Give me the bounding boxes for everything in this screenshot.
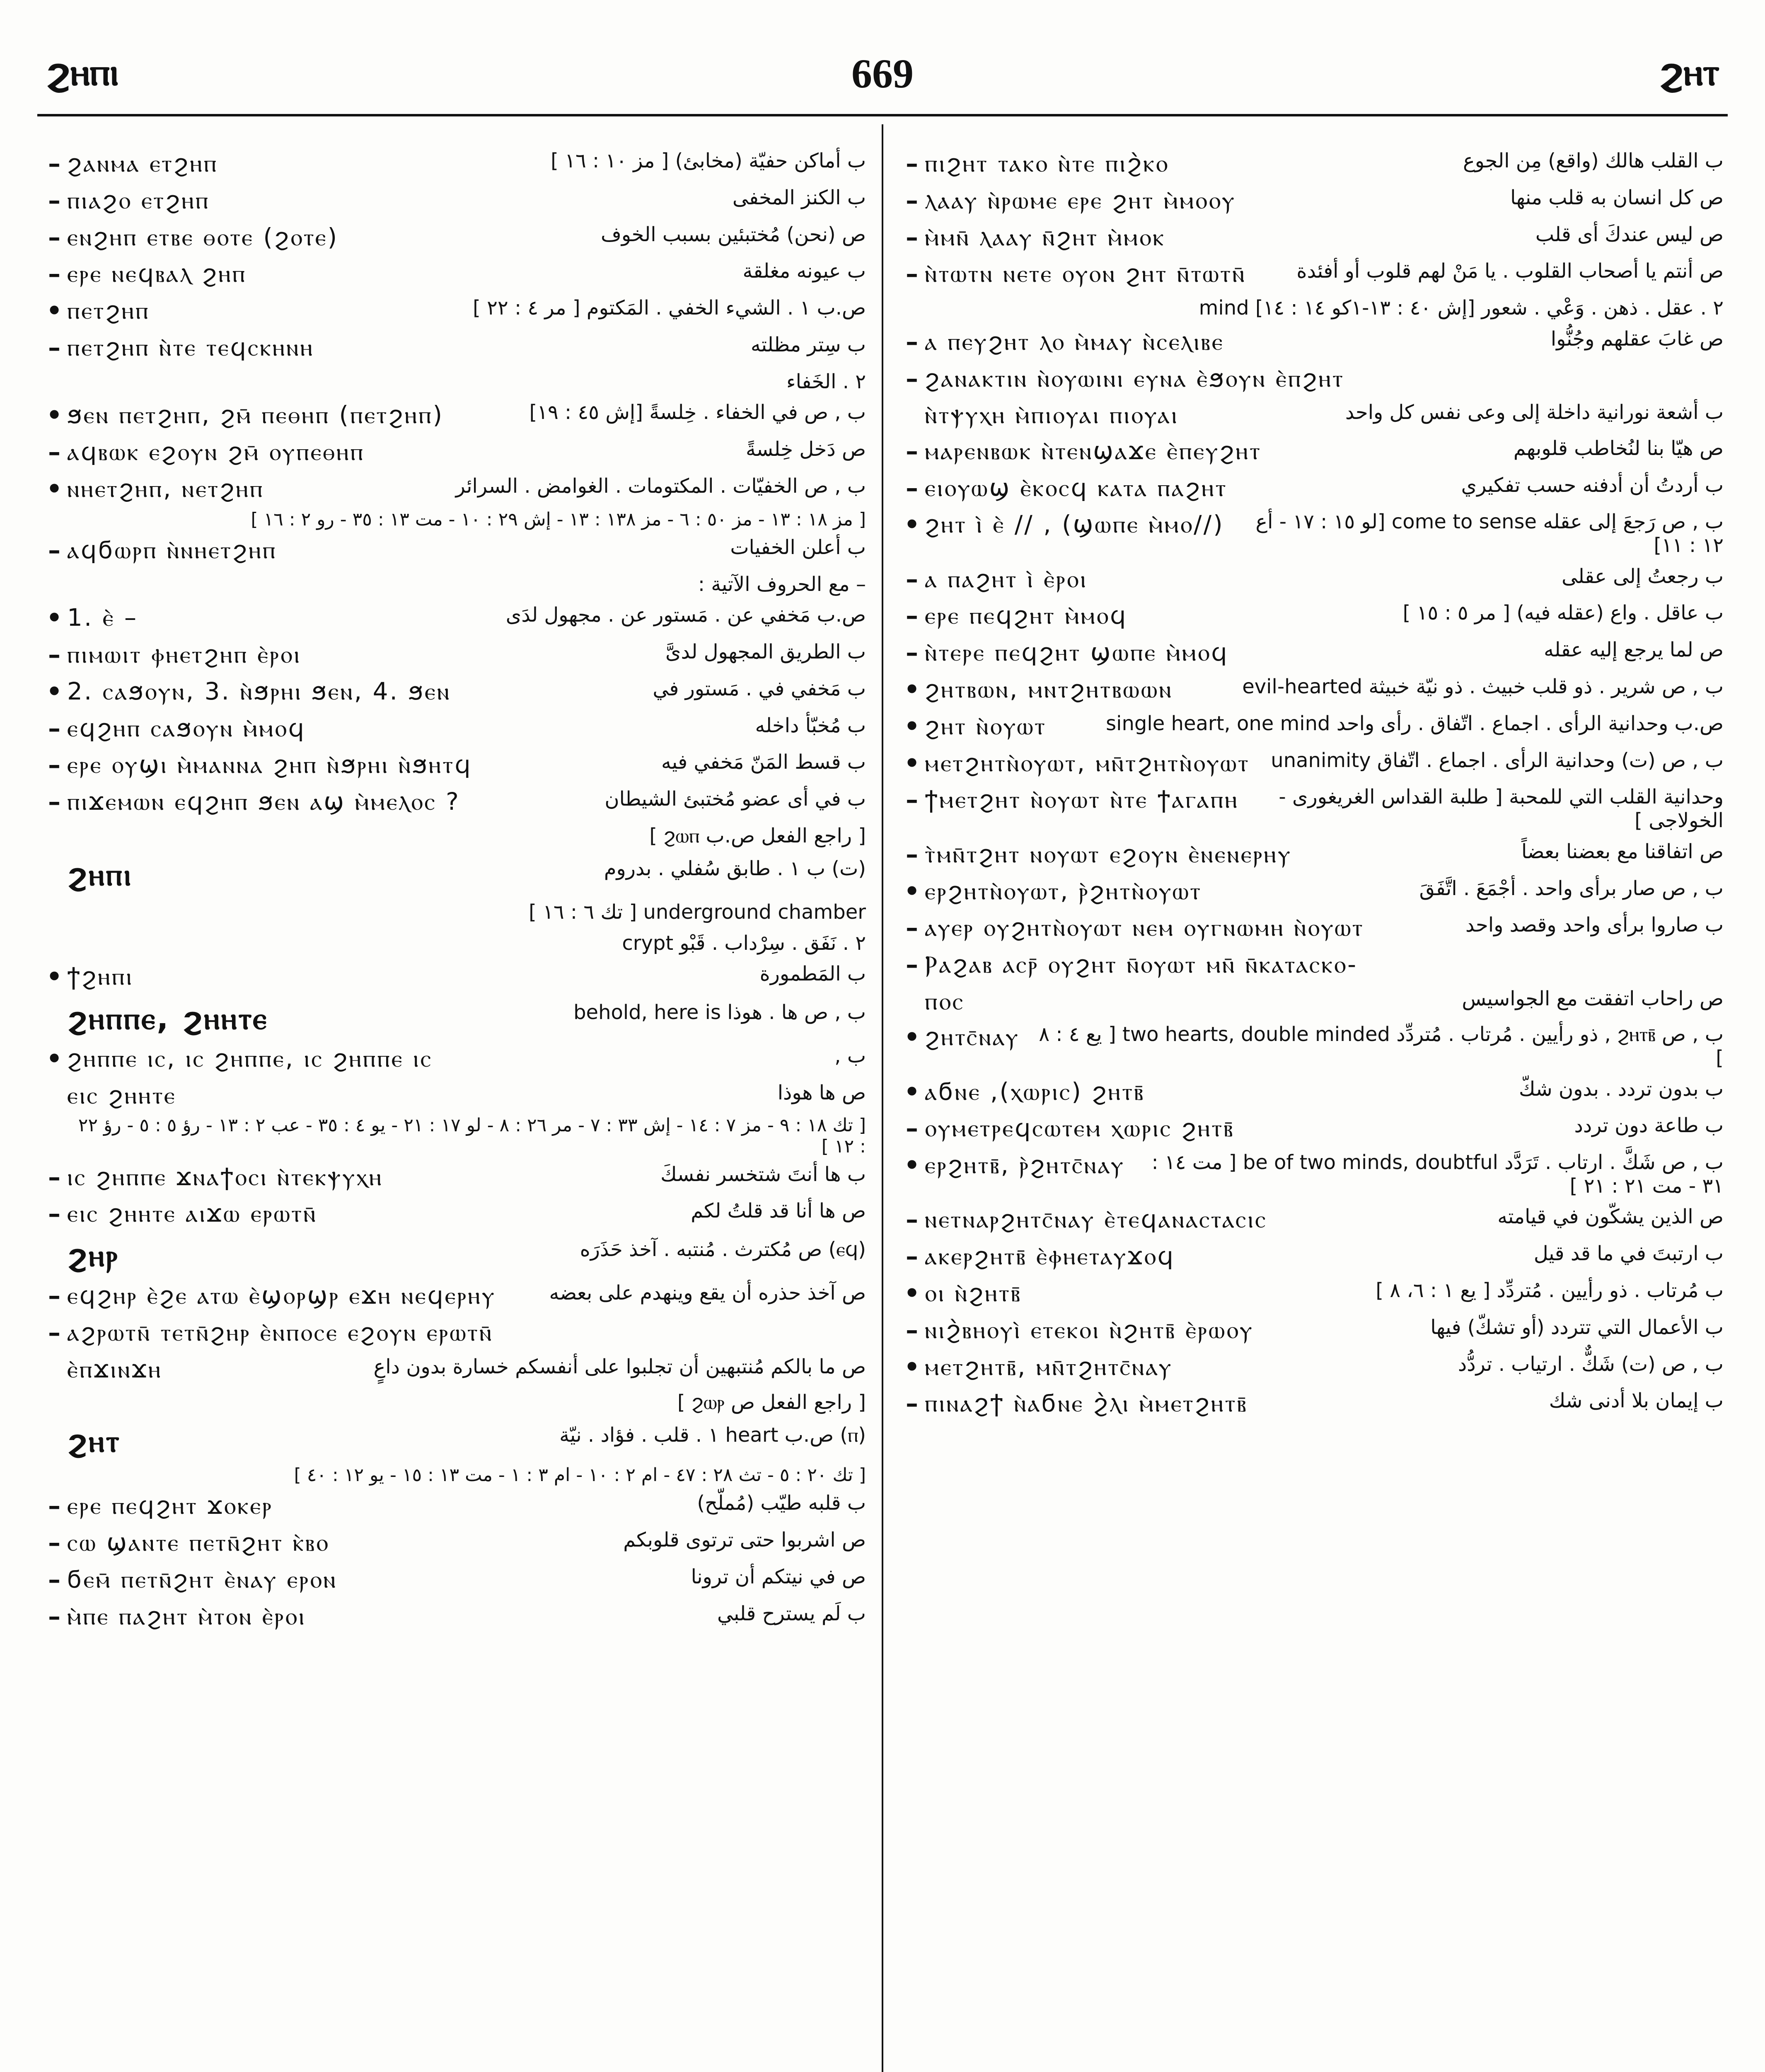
right-column <box>899 149 1724 1426</box>
dictionary-entry <box>899 785 1724 832</box>
arabic-gloss: [ راجع الفعل ص.ب ϩⲱⲡ ] <box>649 824 866 847</box>
arabic-gloss: ص آخذ حذره أن يقع وينهدم على بعضه <box>549 1281 866 1305</box>
entry-marker: – <box>48 787 60 817</box>
dictionary-entry <box>41 1318 866 1348</box>
dictionary-entry <box>41 1355 866 1383</box>
dictionary-entry <box>899 510 1724 557</box>
entry-marker: – <box>48 438 60 467</box>
arabic-gloss: ب الأعمال التي تتردد (أو تشكّ) فيها <box>1430 1315 1724 1339</box>
entry-marker: – <box>48 1162 60 1192</box>
dictionary-entry <box>899 840 1724 869</box>
arabic-gloss: ب ارتبتَ في ما قد قيل <box>1533 1242 1724 1266</box>
coptic-phrase: ϩⲏⲧ ⲛ̀ⲟⲩⲱⲧ <box>925 712 1047 740</box>
entry-marker: – <box>906 1242 918 1271</box>
arabic-gloss: ب , <box>834 1044 866 1068</box>
headword-coptic: ϩⲏⲡⲓ <box>67 857 133 893</box>
coptic-phrase: ⲙⲁⲣⲉⲛⲃⲱⲕ ⲛ̀ⲧⲉⲛϣⲁϫⲉ ⲉ̀ⲡⲉⲩϩⲏⲧ <box>925 436 1262 465</box>
coptic-phrase: ⲁϩⲣⲱⲧⲛ̄ ⲧⲉⲧⲛ̄ϩⲏⲣ ⲉ̀ⲛⲡⲟⲥⲉ ⲉϩⲟⲩⲛ ⲉⲣⲱⲧⲛ̄ <box>67 1318 493 1347</box>
dictionary-entry <box>899 474 1724 503</box>
arabic-gloss: ٢ . نَفَق . سِرْداب . قَبْو crypt <box>622 931 866 955</box>
coptic-phrase: ⲛⲉⲧⲛⲁⲣϩⲏⲧⲥ̄ⲛⲁⲩ ⲉ̀ⲧⲉϥⲁⲛⲁⲥⲧⲁⲥⲓⲥ <box>925 1205 1267 1234</box>
coptic-phrase: ⲟⲓ ⲛ̀ϩⲏⲧⲃ̄ <box>925 1279 1022 1307</box>
dictionary-entry <box>899 1242 1724 1271</box>
entry-marker: – <box>906 327 918 356</box>
arabic-gloss: ب أعلن الخفيات <box>730 535 866 559</box>
coptic-phrase: ϯⲙⲉⲧϩⲏⲧ ⲛ̀ⲟⲩⲱⲧ ⲛ̀ⲧⲉ ϯⲁⲅⲁⲡⲏ <box>925 785 1239 814</box>
entry-marker: – <box>48 186 60 215</box>
entry-marker: • <box>904 1352 920 1382</box>
arabic-gloss: ب , ص (ت) شَكٌّ . ارتياب . تردُّد <box>1458 1352 1724 1376</box>
coptic-phrase: ⲡⲉⲧϩⲏⲡ ⲛ̀ⲧⲉ ⲧⲉϥⲥⲕⲏⲛⲏ <box>67 333 314 361</box>
coptic-phrase: ⲁⲩⲉⲣ ⲟⲩϩⲏⲧⲛ̀ⲟⲩⲱⲧ ⲛⲉⲙ ⲟⲩⲅⲛⲱⲙⲏ ⲛ̀ⲟⲩⲱⲧ <box>925 913 1364 942</box>
dictionary-entry <box>899 913 1724 943</box>
dictionary-entry <box>899 1279 1724 1308</box>
arabic-gloss: ص لما يرجع إليه عقله <box>1544 638 1724 662</box>
dictionary-entry <box>41 401 866 430</box>
scripture-reference: [ مز ١٨ : ١٣ - مز ٥٠ : ٦ - مز ١٣٨ : ١٣ - إش ٢٩ : ١٠ - مت ١٣ : ٣٥ - رو ٢ : ١٦ ] <box>251 508 866 530</box>
arabic-gloss: ص.ب مَخفي عن . مَستور عن . مجهول لدَى <box>505 603 866 627</box>
entry-marker: • <box>46 603 63 633</box>
coptic-phrase: ϩⲏⲧⲥ̄ⲛⲁⲩ <box>925 1023 1020 1051</box>
coptic-phrase: ⲛ̀ⲧⲯⲩⲭⲏ ⲙ̀ⲡⲓⲟⲩⲁⲓ ⲡⲓⲟⲩⲁⲓ <box>925 401 1179 429</box>
coptic-phrase: ⲁϥⲃⲱⲕ ⲉϩⲟⲩⲛ ϩⲙ̄ ⲟⲩⲡⲉⲑⲏⲡ <box>67 438 365 466</box>
entry-marker: – <box>906 436 918 466</box>
left-column <box>41 149 866 1639</box>
coptic-phrase: ⲉⲣⲉ ⲛⲉϥⲃⲁⲗ ϩⲏⲡ <box>67 259 247 288</box>
headword-coptic: ϩⲏⲧ <box>67 1423 121 1460</box>
coptic-phrase: ⲁϥϭⲱⲣⲡ ⲛ̀ⲛⲏⲉⲧϩⲏⲡ <box>67 535 277 564</box>
arabic-gloss: ب مُرتاب . ذو رأيين . مُتردِّد [ يع ١ : ٦، ٨ ] <box>1376 1279 1724 1302</box>
headword-entry <box>41 1238 866 1274</box>
dictionary-entry <box>41 259 866 289</box>
dictionary-entry <box>41 640 866 670</box>
coptic-phrase: ⲁⲕⲉⲣϩⲏⲧⲃ̄ ⲉ̀ⲫⲏⲉⲧⲁⲩϫⲟϥ <box>925 1242 1175 1271</box>
entry-marker: – <box>48 1528 60 1558</box>
arabic-gloss: ب طاعة دون تردد <box>1574 1114 1724 1138</box>
dictionary-entry <box>41 824 866 848</box>
arabic-gloss: ٢ . الخَفاء <box>786 370 866 393</box>
arabic-gloss: ص الذين يشكّون في قيامته <box>1497 1205 1724 1229</box>
coptic-phrase: ⲡⲉⲧϩⲏⲡ <box>67 296 150 325</box>
arabic-gloss: ب مُخبّأ داخله <box>755 714 866 737</box>
dictionary-entry <box>41 186 866 215</box>
entry-marker: • <box>904 510 920 540</box>
coptic-phrase: ϩⲁⲛⲁⲕⲧⲓⲛ ⲛ̀ⲟⲩⲱⲓⲛⲓ ⲉⲩⲛⲁ ⲉ̀ϧⲟⲩⲛ ⲉ̀ⲡϩⲏⲧ <box>925 364 1345 392</box>
arabic-gloss: ب أشعة نورانية داخلة إلى وعى نفس كل واحد <box>1345 401 1724 424</box>
arabic-gloss: ب بدون تردد . بدون شكّ <box>1519 1077 1724 1101</box>
dictionary-entry <box>899 1353 1724 1382</box>
dictionary-entry <box>899 259 1724 289</box>
coptic-phrase: ⲛ̀ⲧⲉⲣⲉ ⲡⲉϥϩⲏⲧ ϣⲱⲡⲉ ⲙ̀ⲙⲟϥ <box>925 638 1229 667</box>
coptic-phrase: ⲉⲓⲟⲩⲱϣ ⲉ̀ⲕⲟⲥϥ ⲕⲁⲧⲁ ⲡⲁϩⲏⲧ <box>925 473 1228 502</box>
coptic-phrase: ϩⲁⲛⲙⲁ ⲉⲧϩⲏⲡ <box>67 149 218 177</box>
dictionary-entry <box>41 900 866 924</box>
entry-marker: – <box>906 785 918 815</box>
arabic-gloss: ب , ص ها . هوذا behold, here is <box>573 1000 866 1024</box>
dictionary-entry <box>41 787 866 817</box>
scripture-reference: [ تك ١٨ : ٩ - مز ٧ : ١٤ - إش ٣٣ : ٧ - مر ٢٦ : ٨ - لو ١٧ : ٢١ - يو ٤ : ٣٥ - عب ٢ : ١٣ - رؤ ٥ : ٥ - رؤ ٢٢ : ١٢ ] <box>78 1114 866 1157</box>
coptic-phrase: ⲉⲣϩⲏⲧⲃ̄, ⲣ̀ϩⲏⲧⲥ̄ⲛⲁⲩ <box>925 1151 1125 1179</box>
dictionary-entry <box>899 1023 1724 1070</box>
coptic-phrase: ⲙⲉⲧϩⲏⲧⲃ̄, ⲙⲛ̄ⲧϩⲏⲧⲥ̄ⲛⲁⲩ <box>925 1352 1173 1381</box>
dictionary-entry <box>899 950 1724 980</box>
arabic-gloss: ب الكنز المخفى <box>732 186 866 209</box>
entry-marker: – <box>48 149 60 178</box>
entry-marker: • <box>904 1023 920 1052</box>
arabic-gloss: ص اشربوا حتى ترتوى قلوبكم <box>623 1528 866 1552</box>
entry-marker: – <box>48 1491 60 1521</box>
coptic-phrase: ϧⲉⲛ ⲡⲉⲧϩⲏⲡ, ϩⲙ̄ ⲡⲉⲑⲏⲡ (ⲡⲉⲧϩⲏⲡ) <box>67 401 444 429</box>
entry-marker: – <box>906 473 918 503</box>
coptic-phrase: ⲡⲓⲙⲱⲓⲧ ⲫⲏⲉⲧϩⲏⲡ ⲉ̀ⲣⲟⲓ <box>67 640 302 669</box>
running-head-left: ϩⲏⲡⲓ <box>46 50 119 94</box>
dictionary-entry <box>41 714 866 743</box>
dictionary-entry <box>41 1565 866 1595</box>
coptic-phrase: ⲡⲓϩⲏⲧ ⲧⲁⲕⲟ ⲛ̀ⲧⲉ ⲡⲓϩ̀ⲕⲟ <box>925 149 1169 177</box>
coptic-phrase: ⲡⲓⲁϩⲟ ⲉⲧϩⲏⲡ <box>67 186 210 214</box>
coptic-phrase: ϩⲏⲧ ⲓ̀ ⲉ̀ // , (ϣⲱⲡⲉ ⲙ̀ⲙⲟ//) <box>925 510 1224 539</box>
coptic-phrase: 2. ⲥⲁϧⲟⲩⲛ, 3. ⲛ̀ϧⲣⲏⲓ ϧⲉⲛ, 4. ϧⲉⲛ <box>67 677 451 705</box>
dictionary-entry <box>41 962 866 992</box>
coptic-phrase: ⲉϥϩⲏⲣ ⲉ̀ϩⲉ ⲁⲧⲱ ⲉ̀ϣⲟⲣϣⲣ ⲉϫⲏ ⲛⲉϥⲉⲣⲏⲩ <box>67 1281 496 1310</box>
entry-marker: – <box>48 259 60 289</box>
entry-marker: – <box>906 149 918 178</box>
entry-marker: – <box>906 364 918 393</box>
dictionary-entry <box>899 149 1724 179</box>
entry-marker: – <box>48 333 60 362</box>
coptic-phrase: ϯϩⲏⲡⲓ <box>67 962 134 991</box>
dictionary-entry <box>41 677 866 707</box>
dictionary-entry <box>41 1281 866 1311</box>
entry-marker: – <box>906 186 918 215</box>
dictionary-entry <box>899 987 1724 1015</box>
coptic-phrase: ⲉⲓⲥ ϩⲏⲏⲧⲉ <box>67 1081 176 1110</box>
entry-marker: – <box>906 259 918 289</box>
arabic-gloss: underground chamber [ تك ٦ : ١٦ ] <box>529 900 866 924</box>
coptic-phrase: ⲛⲓϩ̀ⲃⲏⲟⲩⲓ̀ ⲉⲧⲉⲕⲟⲓ ⲛ̀ϩⲏⲧⲃ̄ ⲉ̀ⲣⲱⲟⲩ <box>925 1315 1254 1344</box>
arabic-gloss: ب صاروا برأى واحد وقصد واحد <box>1465 913 1724 937</box>
dictionary-entry <box>41 370 866 394</box>
arabic-gloss: ب إيمان بلا أدنى شك <box>1549 1389 1724 1413</box>
coptic-phrase: ⲁϭⲛⲉ ,(ⲭⲱⲣⲓⲥ) ϩⲏⲧⲃ̄ <box>925 1077 1145 1106</box>
dictionary-entry <box>899 1316 1724 1345</box>
headword-coptic: ϩⲏⲣ <box>67 1238 119 1274</box>
entry-marker: • <box>46 677 63 706</box>
arabic-gloss: ص كل انسان به قلب منها <box>1510 186 1724 209</box>
coptic-phrase: ⲉⲣⲉ ⲟⲩϣⲓ ⲙ̀ⲙⲁⲛⲛⲁ ϩⲏⲡ ⲛ̀ϧⲣⲏⲓ ⲛ̀ϧⲏⲧϥ <box>67 750 472 779</box>
arabic-gloss: ص.ب وحدانية الرأى . اجماع . اتّفاق . رأى واحد single heart, one mind <box>1106 712 1724 735</box>
coptic-phrase: ⲧ̀ⲙⲛ̄ⲧϩⲏⲧ ⲛⲟⲩⲱⲧ ⲉϩⲟⲩⲛ ⲉ̀ⲛⲉⲛⲉⲣⲏⲩ <box>925 840 1292 868</box>
entry-marker: • <box>904 712 920 741</box>
arabic-gloss: وحدانية القلب التي للمحبة [ طلبة القداس الغريغورى - الخولاجى ] <box>1279 785 1724 833</box>
arabic-gloss: ب , ص رَجعَ إلى عقله come to sense [لو ١٥ : ١٧ - أع ١٢ : ١١] <box>1255 510 1724 557</box>
scripture-reference: [ تك ٢٠ : ٥ - تث ٢٨ : ٤٧ - ام ٢ : ١٠ - ام ٣ : ١ - مت ١٣ : ١٥ - يو ١٢ : ٤٠ ] <box>294 1464 866 1486</box>
dictionary-entry <box>899 1389 1724 1418</box>
entry-marker: • <box>46 1044 63 1074</box>
entry-marker: – <box>48 223 60 252</box>
headword-entry <box>41 1423 866 1460</box>
arabic-gloss: ص (نحن) مُختبئين بسبب الخوف <box>601 223 866 246</box>
arabic-gloss: ب قلبه طيّب (مُملّح) <box>697 1491 866 1515</box>
arabic-gloss: ص ما بالكم مُنتبهين أن تجلبوا على أنفسكم خسارة بدون داعٍ <box>373 1355 866 1379</box>
dictionary-entry <box>899 437 1724 466</box>
entry-marker: – <box>906 1114 918 1143</box>
dictionary-entry <box>899 296 1724 320</box>
dictionary-entry <box>899 327 1724 357</box>
dictionary-entry <box>899 186 1724 215</box>
coptic-phrase: ⲡⲓⲛⲁϩϯ ⲛ̀ⲁϭⲛⲉ ϩ̀ⲗⲓ ⲙ̀ⲙⲉⲧϩⲏⲧⲃ̄ <box>925 1389 1248 1418</box>
coptic-phrase: ⲉⲛϩⲏⲡ ⲉⲧⲃⲉ ⲑⲟⲧⲉ (ϩⲟⲧⲉ) <box>67 223 339 251</box>
entry-marker: • <box>904 1077 920 1106</box>
arabic-gloss: ص غابَ عقلهم وجُنُّوا <box>1550 327 1724 351</box>
entry-marker: • <box>46 962 63 992</box>
entry-marker: – <box>48 1199 60 1229</box>
arabic-gloss: ٢ . عقل . ذهن . وَعْي . شعور [إش ٤٠ : ١٣-١كو ١٤ : ١٤] mind <box>1199 296 1724 320</box>
arabic-gloss: ب سِتر مظلته <box>750 333 866 356</box>
coptic-phrase: ⲙⲉⲧϩⲏⲧⲛ̀ⲟⲩⲱⲧ, ⲙⲛ̄ⲧϩⲏⲧⲛ̀ⲟⲩⲱⲧ <box>925 748 1250 777</box>
arabic-gloss: ب عيونه مغلقة <box>742 259 866 283</box>
entry-marker: – <box>906 913 918 943</box>
arabic-gloss: ب , ص شَكَّ . ارتاب . تَرَدَّد be of two minds, doubtful [ مت ١٤ : ٣١ - مت ٢١ : ٢١ ] <box>1151 1151 1724 1198</box>
dictionary-entry <box>41 1163 866 1192</box>
arabic-gloss: ب المَطمورة <box>759 962 866 986</box>
entry-marker: – <box>48 1565 60 1594</box>
dictionary-entry <box>41 603 866 633</box>
arabic-gloss: ب عاقل . واع (عقله فيه) [ مر ٥ : ١٥ ] <box>1402 601 1724 625</box>
dictionary-entry <box>899 601 1724 631</box>
coptic-phrase: ⲉϥϩⲏⲡ ⲥⲁϧⲟⲩⲛ ⲙ̀ⲙⲟϥ <box>67 714 306 742</box>
entry-marker: • <box>904 1151 920 1180</box>
dictionary-entry <box>899 1114 1724 1143</box>
coptic-phrase: ⲟⲩⲙⲉⲧⲣⲉϥⲥⲱⲧⲉⲙ ⲭⲱⲣⲓⲥ ϩⲏⲧⲃ̄ <box>925 1114 1235 1143</box>
dictionary-entry <box>41 536 866 565</box>
headword-coptic: ϩⲏⲡⲡⲉ, ϩⲏⲏⲧⲉ <box>67 1000 268 1036</box>
dictionary-entry <box>41 1491 866 1521</box>
coptic-phrase: ⲙ̀ⲡⲉ ⲡⲁϩⲏⲧ ⲙ̀ⲧⲟⲛ ⲉ̀ⲣⲟⲓ <box>67 1602 306 1630</box>
coptic-phrase: ⲛⲏⲉⲧϩⲏⲡ, ⲛⲉⲧϩⲏⲡ <box>67 474 264 503</box>
dictionary-entry <box>899 1151 1724 1198</box>
entry-marker: • <box>46 474 63 503</box>
coptic-phrase: ⲉⲣⲉ ⲡⲉϥϩⲏⲧ ⲙ̀ⲙⲟϥ <box>925 601 1128 630</box>
dictionary-entry <box>41 1391 866 1414</box>
arabic-gloss: ب , ص صار برأى واحد . أجْمَعَ . اتَّفَقَ <box>1419 876 1724 900</box>
arabic-gloss: ص ها أنا قد قلتُ لكم <box>691 1199 866 1223</box>
entry-marker: – <box>906 638 918 668</box>
entry-marker: – <box>906 1389 918 1418</box>
arabic-gloss: ب , ص (ت) وحدانية الرأى . اجماع . اتّفاق unanimity <box>1271 748 1724 772</box>
dictionary-entry <box>899 1077 1724 1107</box>
entry-marker: – <box>48 714 60 743</box>
header-rule <box>37 114 1728 116</box>
dictionary-entry <box>41 149 866 179</box>
arabic-gloss: (ⲉϥ) ص مُكترث . مُنتبه . آخذ حَذَرَه <box>580 1238 866 1261</box>
dictionary-entry <box>899 1205 1724 1234</box>
arabic-gloss: (ⲡ) ص.ب heart ١ . قلب . فؤاد . نيّة <box>559 1423 866 1447</box>
dictionary-entry <box>899 223 1724 252</box>
entry-marker: – <box>906 564 918 594</box>
entry-marker: – <box>906 601 918 631</box>
coptic-phrase: ⲡⲓϫⲉⲙⲱⲛ ⲉϥϩⲏⲡ ϧⲉⲛ ⲁϣ ⲙ̀ⲙⲉⲗⲟⲥ ? <box>67 787 460 816</box>
arabic-gloss: ص أنتم يا أصحاب القلوب . يا مَنْ لهم قلوب أو أفئدة <box>1296 259 1724 283</box>
arabic-gloss: ب في أى عضو مُختبئ الشيطان <box>604 787 866 811</box>
dictionary-entry <box>41 223 866 252</box>
arabic-gloss: ب أردتُ أن أدفنه حسب تفكيري <box>1461 473 1724 497</box>
entry-marker: – <box>906 1315 918 1345</box>
entry-marker: – <box>906 840 918 869</box>
dictionary-entry <box>899 749 1724 778</box>
arabic-gloss: ب ها أنتَ شتخسر نفسكَ <box>660 1162 866 1186</box>
coptic-phrase: ⲛ̀ⲧⲱⲧⲛ ⲛⲉⲧⲉ ⲟⲩⲟⲛ ϩⲏⲧ ⲛ̄ⲧⲱⲧⲛ̄ <box>925 259 1246 288</box>
dictionary-entry <box>41 1044 866 1074</box>
entry-marker: • <box>46 296 63 326</box>
arabic-gloss: ص اتفاقنا مع بعضنا بعضاً <box>1521 840 1724 863</box>
dictionary-entry <box>41 1602 866 1631</box>
arabic-gloss: ب رجعتُ إلى عقلى <box>1562 564 1724 588</box>
arabic-gloss: ب , ص في الخفاء . خِلسةً [إش ٤٥ : ١٩] <box>529 401 866 424</box>
dictionary-entry <box>899 675 1724 704</box>
column-divider <box>882 124 883 2072</box>
arabic-gloss: ص هيّا بنا لنُخاطب قلوبهم <box>1513 436 1724 460</box>
entry-marker: – <box>906 1205 918 1234</box>
arabic-gloss: ب , ص ϩⲏⲧⲃ̄ , ذو رأيين . مُرتاب . مُتردِّد two hearts, double minded [ يع ٤ : ٨ ] <box>1039 1023 1724 1070</box>
dictionary-entry <box>41 1528 866 1558</box>
coptic-phrase: ⲙ̀ⲙⲛ̄ ⲗⲁⲁⲩ ⲛ̄ϩⲏⲧ ⲙ̀ⲙⲟⲕ <box>925 223 1165 251</box>
arabic-gloss: ب لَم يسترح قلبي <box>717 1602 866 1625</box>
coptic-phrase: ⲁ ⲡⲁϩⲏⲧ ⲓ̀ ⲉ̀ⲣⲟⲓ <box>925 564 1088 593</box>
arabic-gloss: ب قسط المَنّ مَخفي فيه <box>661 750 866 774</box>
arabic-gloss: ب الطريق المجهول لدىَّ <box>665 640 866 664</box>
entry-marker: – <box>48 1281 60 1311</box>
coptic-phrase: Ⲣⲁϩⲁⲃ ⲁⲥⲣ̄ ⲟⲩϩⲏⲧ ⲛ̄ⲟⲩⲱⲧ ⲙⲛ̄ ⲛ̄ⲕⲁⲧⲁⲥⲕⲟ- <box>925 950 1358 979</box>
dictionary-entry <box>41 1081 866 1109</box>
coptic-phrase: 1. ⲉ̀ – <box>67 603 138 632</box>
entry-marker: – <box>48 1318 60 1348</box>
entry-marker: • <box>904 876 920 906</box>
dictionary-entry <box>41 932 866 955</box>
dictionary-entry <box>899 877 1724 906</box>
arabic-gloss: ص دَخل خِلسةً <box>745 438 866 461</box>
dictionary-entry <box>41 1199 866 1229</box>
dictionary-entry <box>899 712 1724 741</box>
entry-marker: – <box>48 1602 60 1631</box>
dictionary-entry <box>899 638 1724 668</box>
arabic-gloss: [ راجع الفعل ص ϩⲱⲣ ] <box>677 1391 866 1414</box>
dictionary-entry <box>41 333 866 363</box>
arabic-gloss: ص ليس عندكَ أى قلب <box>1535 223 1724 246</box>
arabic-gloss: ص في نيتكم أن ترونا <box>691 1565 866 1588</box>
arabic-gloss: ب , ص الخفيّات . المكتومات . الغوامض . السرائر <box>455 474 866 498</box>
arabic-gloss: ص ها هوذا <box>777 1081 866 1105</box>
coptic-phrase: ⲡⲟⲥ <box>925 987 965 1015</box>
page-number: 669 <box>851 51 914 97</box>
dictionary-entry <box>41 750 866 780</box>
headword-entry <box>41 1001 866 1037</box>
headword-entry <box>41 857 866 893</box>
entry-marker: – <box>906 223 918 252</box>
coptic-phrase: ⲉⲣⲉ ⲡⲉϥϩⲏⲧ ϫⲟⲕⲉⲣ <box>67 1491 273 1520</box>
dictionary-entry <box>41 438 866 467</box>
entry-marker: – <box>906 950 918 980</box>
dictionary-entry <box>41 474 866 504</box>
arabic-gloss: ب مَخفي في . مَستور في <box>653 677 866 700</box>
dictionary-entry <box>41 296 866 326</box>
dictionary-entry <box>899 565 1724 594</box>
arabic-gloss: (ت) ب ١ . طابق سُفلي . بدروم <box>604 857 866 880</box>
coptic-phrase: ⲥⲱ ϣⲁⲛⲧⲉ ⲡⲉⲧⲛ̄ϩⲏⲧ ⲕ̀ⲃⲟ <box>67 1528 330 1557</box>
dictionary-entry <box>899 401 1724 429</box>
entry-marker: • <box>904 675 920 704</box>
coptic-phrase: ϭⲉⲙ̄ ⲡⲉⲧⲛ̄ϩⲏⲧ ⲉ̀ⲛⲁⲩ ⲉⲣⲟⲛ <box>67 1565 337 1593</box>
coptic-phrase: ⲉⲣϩⲏⲧⲛ̀ⲟⲩⲱⲧ, ⲣ̀ϩⲏⲧⲛ̀ⲟⲩⲱⲧ <box>925 876 1202 905</box>
arabic-gloss: ب , ص شرير . ذو قلب خبيث . ذو نيّة خبيثة evil-hearted <box>1242 675 1724 699</box>
entry-marker: – <box>48 640 60 670</box>
coptic-phrase: ϩⲏⲧⲃⲱⲛ, ⲙⲛⲧϩⲏⲧⲃⲱⲱⲛ <box>925 675 1173 704</box>
dictionary-entry <box>41 573 866 596</box>
arabic-gloss: ص راحاب اتفقت مع الجواسيس <box>1462 987 1724 1010</box>
entry-marker: • <box>46 401 63 430</box>
coptic-phrase: ⲉ̀ⲡϫⲓⲛϫⲏ <box>67 1355 162 1384</box>
coptic-phrase: ⲓⲥ ϩⲏⲡⲡⲉ ϫⲛⲁϯⲟⲥⲓ ⲛ̀ⲧⲉⲕⲯⲩⲭⲏ <box>67 1162 383 1191</box>
coptic-phrase: ⲁ ⲡⲉⲩϩⲏⲧ ⲗⲟ ⲙ̀ⲙⲁⲩ ⲛ̀ⲥⲉⲗⲓⲃⲉ <box>925 327 1224 356</box>
arabic-gloss: ب القلب هالك (واقع) مِن الجوع <box>1463 149 1724 172</box>
entry-marker: – <box>48 750 60 780</box>
coptic-phrase: ⲉⲓⲥ ϩⲏⲏⲧⲉ ⲁⲓϫⲱ ⲉⲣⲱⲧⲛ̄ <box>67 1199 317 1228</box>
arabic-gloss: ص.ب ١ . الشيء الخفي . المَكتوم [ مر ٤ : ٢٢ ] <box>473 296 866 320</box>
coptic-phrase: ⲗⲁⲁⲩ ⲛ̀ⲣⲱⲙⲉ ⲉⲣⲉ ϩⲏⲧ ⲙ̀ⲙⲟⲟⲩ <box>925 186 1236 214</box>
entry-marker: • <box>904 1279 920 1308</box>
entry-marker: • <box>904 748 920 778</box>
arabic-gloss: ب أماكن حفيّة (مخابئ) [ مز ١٠ : ١٦ ] <box>551 149 866 172</box>
running-head-right: ϩⲏⲧ <box>1659 50 1719 94</box>
entry-marker: – <box>48 535 60 565</box>
coptic-phrase: ϩⲏⲡⲡⲉ ⲓⲥ, ⲓⲥ ϩⲏⲡⲡⲉ, ⲓⲥ ϩⲏⲡⲡⲉ ⲓⲥ <box>67 1044 433 1073</box>
arabic-gloss: – مع الحروف الآتية : <box>698 572 866 596</box>
dictionary-entry <box>899 364 1724 394</box>
